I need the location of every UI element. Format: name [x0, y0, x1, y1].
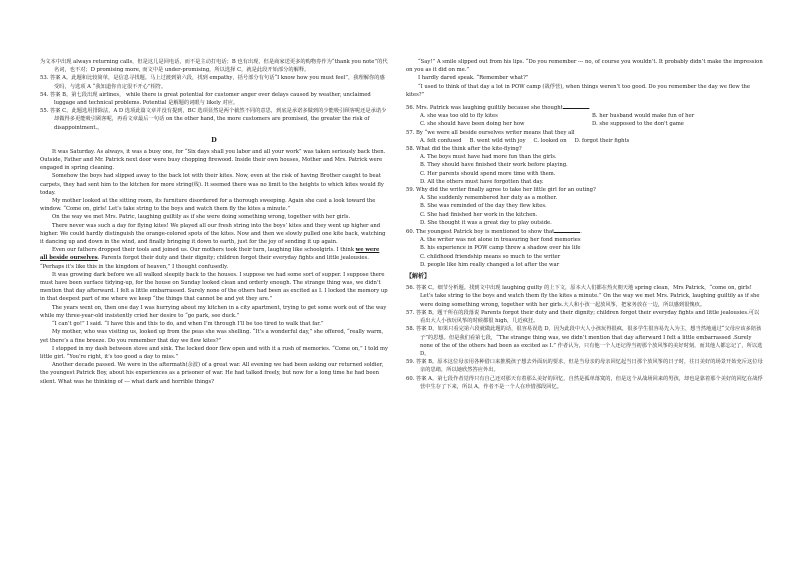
passage-paragraph: Somehow the boys had slipped away to the back lot with their kites. Now, even at the risk of having Brother caught to beat carpets, they had sent him to the kitchen for more string(线). It seemed there was no limit to the heights to which kites would fly today.: [40, 173, 384, 196]
passage-paragraph: “Say!” A smile slipped out from his lips. “Do you remember --- no, of course you wouldn’t. It probably didn’t make the impression on you as it did on me.”: [406, 59, 763, 74]
passage-paragraph: My mother, who was visiting us, looked up from the peas she was shelling. “It’s a wonderful day,” she offered, “really warm, yet there’s a fine breeze. Do you remember that day we flew kites?”: [40, 329, 384, 344]
answer-option[interactable]: D. forgot their fights: [574, 137, 630, 144]
option-row: [406, 112, 764, 120]
answer-option[interactable]: C. she should have been doing her how: [420, 121, 525, 128]
question-stem: 59. Why did the writer finally agree to take her little girl for an outing?: [406, 187, 596, 194]
answer-option[interactable]: D. people like him really changed a lot after the war: [420, 261, 560, 268]
passage-title: D: [211, 135, 217, 144]
passage-paragraph: I stopped in my dash between stove and sink. The locked door flew open and with it a rush of memories. “Come on,” I told my little girl. “You’re right, it’s too good a day to miss.”: [40, 345, 388, 360]
answer-option[interactable]: B. his experience in POW camp threw a shadow over his life: [420, 245, 581, 252]
answer-option[interactable]: B. She was reminded of the day they flew kites.: [420, 203, 547, 210]
left-column: [40, 58, 388, 386]
option-row: [406, 137, 764, 145]
passage-paragraph: Another decade passed. We were in the aftermath(余波) of a great war. All evening we had been asking our returned soldier, the youngest Patrick Boy, about his experiences as a prisoner of war. He had talked freely, but now for a long time he had been silent. What was he thinking of --- what dark and horrible things?: [40, 362, 384, 385]
answer-60: 60. 答案 A。第七段作者觉得只有自己还对那天有着那么美好的回忆，自然是孤单落寞的，但是这个从战场回来的男孩，却也是靠着那个美好的回忆在战俘营中生存了下来，所以 A，作者不是一个人在珍惜那段回忆。: [406, 375, 763, 390]
answer-58: 58. 答案 D。如果只看完第六段就做此题的话，很容易误选 D，因为此段中大人小孩玩得很疯，很多学生很容易先入为主，想当然地通过“父母应该多陪孩子”的思想。但是我们看第七段，“The strange thing was, we didn’t mention that day afterward I felt a little embarrassed .Surely none of the of the others had been as excited as I.” 作者认为，只有他一个人还记得当初那个放风筝的美好时刻，而其他人都忘记了，所以选 D。: [406, 326, 763, 357]
passage-paragraph: My mother looked at the sitting room, its furniture disordered for a thorough sweeping. Again she cast a look toward the window. “Come on, girls! Let’s take string to the boys and watch them fly the kites a minute.”: [40, 198, 376, 213]
answer-option[interactable]: C. She had finished her work in the kitchen.: [420, 211, 538, 218]
question-stem: 58. What did the think after the kite-flying?: [406, 146, 522, 153]
question-stem: 57. By “we were all beside ourselves writer means that they all: [406, 129, 575, 136]
answer-option[interactable]: A. she was too old to fly kites: [420, 113, 498, 120]
passage-paragraph: The years went on, then one day I was hurrying about my kitchen in a city apartment, trying to get some work out of the way while my three-year-old insistently cried her desire to “go park, see duck.”: [40, 304, 387, 319]
question-block: [406, 129, 764, 145]
answer-56: 56. 答案 C。细节分析题。找到文中出现 laughing guilty 的上下文，原本大人们都在热火朝天地 spring clean，Mrs Patrick，“come on, girls! Let’s take string to the boys and watch them fly the kites a minute.” On the way we met Mrs. Patrick, laughing guiltily as if she were doing something wrong, together with her girls.大人和小孩一起放风筝，把家务放在一边，所以感到很愧疚。: [406, 285, 760, 308]
question-block: [406, 227, 764, 269]
answer-option[interactable]: B. her husband would make fun of her: [592, 113, 695, 120]
answer-option[interactable]: A. felt confused: [420, 137, 462, 144]
right-column: [406, 58, 764, 391]
passage-paragraph: It was growing dark before we all walked sleepily back to the houses. I suppose we had some sort of supper. I suppose there must have been surface tidying-up, for the house on Sunday looked clean and orderly enough. The strange thing was, we didn’t mention that day afterward. I felt a little embarrassed. Surely none of the others had been as excited as I. I locked the memory up in that deepest part of me where we keep “the things that cannot be and yet they are.”: [40, 271, 388, 303]
question-list: [406, 103, 764, 269]
passage-continued: [406, 58, 764, 99]
answer-option[interactable]: D. All the others must have forgotten that day.: [420, 178, 544, 185]
answer-option[interactable]: C. childhood friendship means so much to the writer: [420, 253, 561, 260]
passage-paragraph: On the way we met Mrs. Patric, laughing guiltily as if she were doing something wrong, together with her girls.: [52, 214, 351, 221]
analysis-heading: 【解析】: [406, 273, 431, 281]
explanation-cont: 为文本中出现 always returning calls，但是这儿是回电话，而不是主动打电话；B 也有出现，但是商家送更多的购物券作为“thank you note”的代名词，也不对；D promising more, 而文中是 under-promising，所以选择 C，就是此段开始部分的解释。: [40, 59, 388, 74]
answer-option[interactable]: D. She thought it was a great day to play outside.: [420, 219, 552, 226]
answer-blank: [563, 103, 589, 109]
question-stem: 60. The youngest Patrick boy is mentioned to show that .: [406, 229, 582, 236]
reading-passage: [40, 148, 388, 386]
option-row: [406, 120, 764, 128]
answer-option[interactable]: B. went wild with joy: [469, 137, 526, 144]
question-block: [406, 103, 764, 129]
answer-explanations-top: [40, 58, 388, 132]
answer-option[interactable]: C. looked on: [533, 137, 567, 144]
answer-option[interactable]: A. The boys must have had more fun than the girls.: [420, 154, 557, 161]
question-stem: 56. Mrs. Patrick was laughing guiltily because she thought .: [406, 105, 591, 112]
answer-list: [406, 284, 764, 391]
answer-55: 55. 答案 C。此题选用排除法，A D 选项此篇文章并没有提到，BC 选项显然是两个截然不同的意思，到底是承诺多做到的少能吸引顾客呢还是承诺少却做得多更能吸引顾客呢，再看文章最后一句话 on the other hand, the more customers are promised, the greater the risk of disappointment.。: [40, 108, 387, 131]
answer-option[interactable]: A. She suddenly remembered her duty as a mother.: [420, 195, 558, 202]
answer-59: 59. 答案 B。原本这位母亲用各种借口来推脱孩子想去外面玩的要求，但是当母亲的母亲回忆起当日那个放风筝的日子时，往日美好的场景开始充斥这位母亲的思绪，所以她欣然答应外出。: [406, 359, 763, 374]
answer-option[interactable]: A. the writer was not alone in treasuring her fond memories: [420, 237, 581, 244]
passage-paragraph: It was Saturday. As always, it was a busy one, for “Six days shall you labor and all your work” was taken seriously back then. Outside, Father and Mr. Patrick next door were busy chopping firewood. Inside their own houses, Mother and Mrs. Patrick were engaged in spring cleaning.: [40, 148, 386, 172]
passage-paragraph: “I used to think of that day a lot in POW camp (战俘营), when things weren’t too good. Do you remember the day we flew the kites?”: [406, 83, 750, 98]
passage-paragraph: I hardly dared speak. “Remember what?”: [418, 75, 529, 82]
answer-option[interactable]: C. Her parents should spend more time with them.: [420, 170, 556, 177]
passage-paragraph: “I can’t go!” I said. “I have this and this to do, and when I’m through I’ll be too tired to walk that far.”: [52, 321, 324, 328]
answer-option[interactable]: B. They should have finished their work before playing.: [420, 162, 568, 169]
passage-paragraph-highlight: Even our fathers dropped their tools and joined us. Our mothers took their turn, laughing like schoolgirls. I think we were all beside ourselves. Parents forgot their duty and their dignity; children forgot their everyday fights and little jealousies. “Perhaps it’s like this in the kingdom of heaven,” I thought confusedly.: [40, 247, 380, 270]
answer-54: 54. 答案 B。第七段出现 airlines， while there is great potential for customer anger over delays caused by weather, unclaimed luggage and technical problems. Potential 是解题的词眼与 likely 对应。: [40, 91, 371, 107]
answer-53: 53. 答案 A。此题和比较简单，是信息寻找题。马上过渡到第六段，找到 empathy，括号部分有句话“I know how you must feel”，我理解你的感受吗，与选项 A “我知道你肯定很不开心”相符。: [40, 75, 385, 90]
highlighted-phrase: we were all beside ourselves: [40, 247, 380, 262]
passage-paragraph: There never was such a day for flying kites! We played all our fresh string into the boys’ kites and they went up higher and higher. We could hardly distinguish the orange-colored spots of the kites. Now and then we slowly pulled one kite back, watching it dancing up and down in the wind, and finally bringing it down to earth, just for the joy of sending it up again.: [40, 222, 386, 246]
answer-57: 57. 答案 B。题干所在的段落说 Parents forgot their duty and their dignity; children forgot their everyday fights and little jealousies.可以看出大人小孩玩风筝的时候都很 high，几近疯狂。: [406, 309, 760, 325]
question-block: [406, 186, 764, 227]
answer-blank: [554, 227, 580, 233]
question-block: [406, 145, 764, 186]
answer-option[interactable]: D. she supposed to the don't game: [592, 121, 684, 128]
